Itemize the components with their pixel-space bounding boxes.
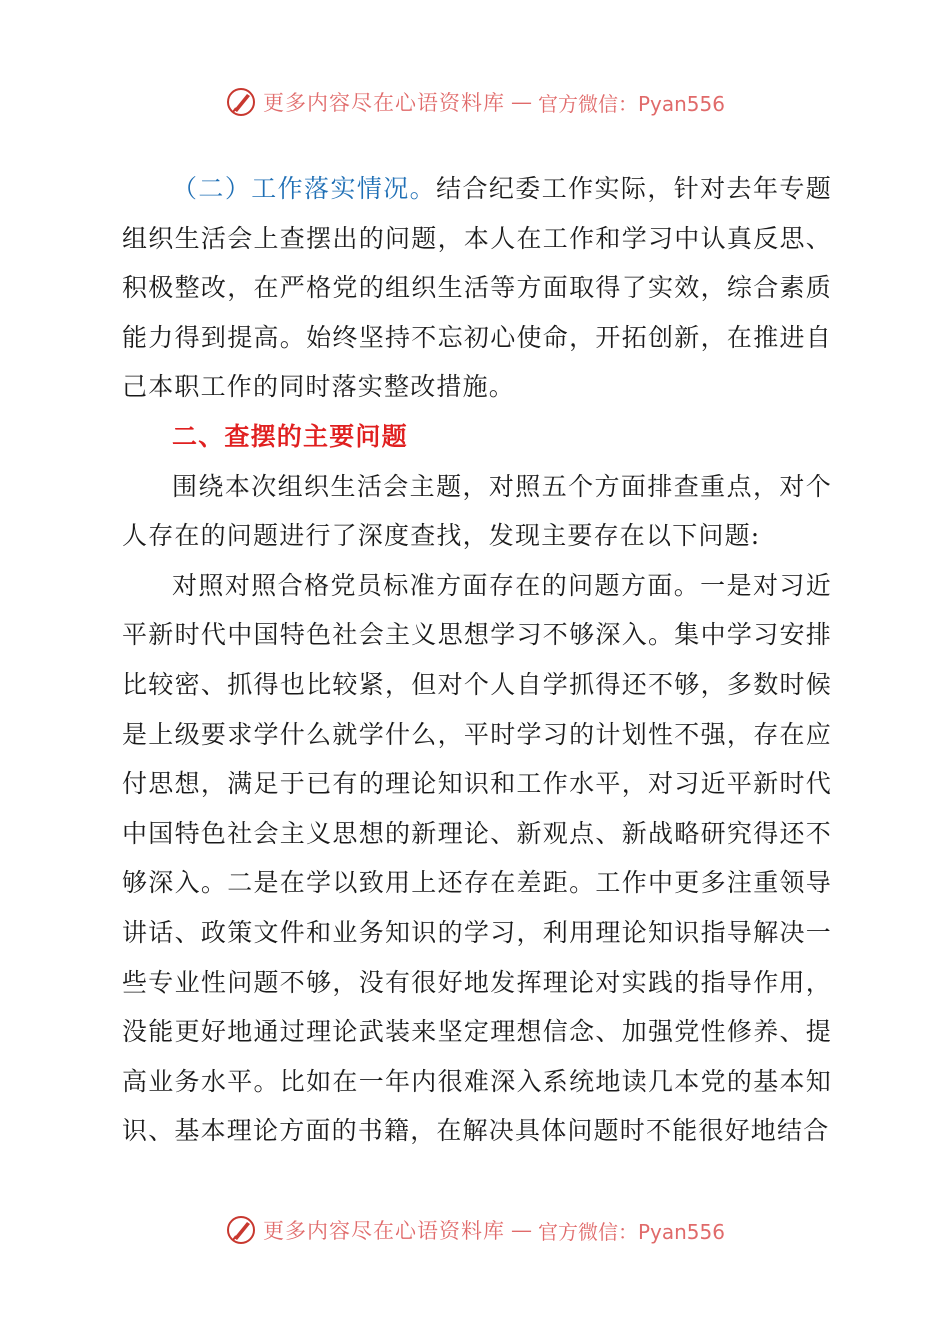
- header-banner: [0, 82, 950, 122]
- footer-banner: [0, 1210, 950, 1250]
- banner-dash: —: [510, 90, 532, 114]
- problem-paragraph: 对照对照合格党员标准方面存在的问题方面。一是对习近平新时代中国特色社会主义思想学习不够深入。集中学习安排比较密、抓得也比较紧，但对个人自学抓得还不够，多数时候是上级要求学什么就学什么，平时学习的计划性不强，存在应付思想，满足于已有的理论知识和工作水平，对习近平新时代中国特色社会主义思想的新理论、新观点、新战略研究得还不够深入。二是在学以致用上还存在差距。工作中更多注重领导讲话、政策文件和业务知识的学习，利用理论知识指导解决一些专业性问题不够，没有很好地发挥理论对实践的指导作用，没能更好地通过理论武装来坚定理想信念、加强党性修养、提高业务水平。比如在一年内很难深入系统地读几本党的基本知识、基本理论方面的书籍，在解决具体问题时不能很好地结合: [122, 570, 832, 1146]
- banner-site-text: 更多内容尽在心语资料库: [262, 91, 505, 115]
- document-body: [122, 164, 832, 1156]
- section-heading: 二、查摆的主要问题: [172, 421, 408, 451]
- banner-wechat-text: 官方微信：Pyan556: [537, 91, 725, 116]
- banner-site-text: 更多内容尽在心语资料库: [262, 1219, 505, 1243]
- section-2-body: 结合纪委工作实际，针对去年专题组织生活会上查摆出的问题，本人在工作和学习中认真反思、积极整改，在严格党的组织生活等方面取得了实效，综合素质能力得到提高。始终坚持不忘初心使命，开拓创新，在推进自己本职工作的同时落实整改措施。: [122, 174, 832, 402]
- banner-dash: —: [510, 1218, 532, 1242]
- section-2-label: （二）工作落实情况。: [172, 174, 437, 203]
- intro-paragraph: 围绕本次组织生活会主题，对照五个方面排查重点，对个人存在的问题进行了深度查找，发现主要存在以下问题:: [122, 471, 832, 551]
- quill-pen-icon: [225, 86, 257, 118]
- quill-pen-icon: [225, 1214, 257, 1246]
- section-2-paragraph: [122, 164, 832, 412]
- banner-wechat-text: 官方微信：Pyan556: [537, 1219, 725, 1244]
